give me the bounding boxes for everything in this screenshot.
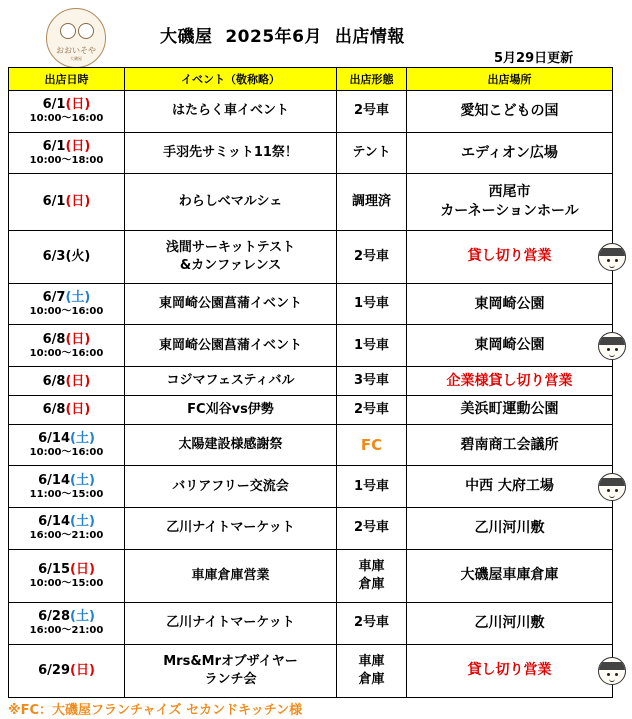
event-name: バリアフリー交流会 bbox=[172, 478, 289, 494]
location-name: 美浜町運動公園 bbox=[460, 401, 559, 418]
event-name: 乙川ナイトマーケット bbox=[166, 520, 295, 536]
event-name: 太陽建設様感謝祭 bbox=[178, 437, 283, 452]
location-name: 貸し切り営業 bbox=[467, 248, 552, 265]
time-range: 10:00～15:00 bbox=[29, 577, 104, 589]
event-name: 浅間サーキットテスト bbox=[165, 239, 296, 255]
date-value: 6/14 bbox=[38, 431, 70, 446]
format-label: 2号車 bbox=[353, 248, 390, 264]
event-name: 手羽先サミット11祭！ bbox=[163, 145, 298, 161]
date-cell bbox=[9, 91, 125, 133]
day-of-week: (土) bbox=[70, 609, 95, 625]
event-cell bbox=[125, 174, 337, 230]
location-cell bbox=[407, 395, 613, 424]
event-cell bbox=[125, 230, 337, 283]
event-name: Mrs&Mrオブザイヤー bbox=[163, 653, 298, 669]
location-cell bbox=[407, 230, 613, 283]
date-main bbox=[9, 194, 124, 209]
header-format: 出店形態 bbox=[337, 68, 407, 91]
day-of-week: (火) bbox=[65, 249, 91, 265]
location-cell bbox=[407, 424, 613, 466]
location-name: 乙川河川敷 bbox=[474, 614, 545, 631]
date-value: 6/1 bbox=[42, 139, 66, 155]
location-cell bbox=[407, 466, 613, 508]
date-main bbox=[9, 249, 124, 264]
updated-date: 5月29日更新 bbox=[494, 51, 574, 66]
event-name: わらしべマルシェ bbox=[178, 193, 283, 209]
format-cell bbox=[337, 132, 407, 174]
date-main bbox=[9, 431, 124, 446]
format-label: 1号車 bbox=[353, 337, 390, 353]
format-label: FC bbox=[360, 436, 383, 454]
mascot-icon bbox=[598, 657, 626, 685]
table-row bbox=[9, 325, 613, 367]
event-name: ランチ会 bbox=[204, 671, 257, 687]
location-cell bbox=[407, 644, 613, 697]
footnote: ※FC：大磯屋フランチャイズ セカンドキッチン様 bbox=[8, 703, 303, 718]
header-location: 出店場所 bbox=[407, 68, 613, 91]
page-title: 大磯屋 2025年6月 出店情報 bbox=[160, 27, 405, 47]
format-label: 2号車 bbox=[353, 401, 390, 417]
date-value: 6/8 bbox=[42, 331, 66, 347]
logo-word: おおいそや bbox=[56, 46, 96, 55]
event-cell bbox=[125, 466, 337, 508]
date-cell bbox=[9, 602, 125, 644]
date-cell bbox=[9, 132, 125, 174]
format-label: 車庫 bbox=[358, 558, 385, 574]
date-value: 6/3 bbox=[42, 249, 66, 265]
event-cell bbox=[125, 91, 337, 133]
day-of-week: (日) bbox=[65, 97, 91, 113]
time-range: 10:00～18:00 bbox=[29, 155, 104, 167]
event-cell bbox=[125, 508, 337, 550]
day-of-week: (日) bbox=[65, 331, 91, 347]
date-value: 6/15 bbox=[38, 561, 70, 577]
date-main bbox=[9, 374, 124, 389]
format-cell bbox=[337, 602, 407, 644]
format-cell bbox=[337, 367, 407, 396]
format-label: テント bbox=[352, 145, 391, 161]
format-label: 2号車 bbox=[353, 615, 390, 631]
event-name: はたらく車イベント bbox=[171, 103, 289, 119]
date-value: 6/29 bbox=[38, 663, 70, 679]
format-cell bbox=[337, 644, 407, 697]
mascot-icon bbox=[598, 332, 626, 360]
location-name: カーネーションホール bbox=[440, 202, 579, 219]
day-of-week: (日) bbox=[65, 402, 91, 418]
format-label: 倉庫 bbox=[358, 671, 385, 687]
time-range: 10:00～16:00 bbox=[29, 306, 104, 318]
day-of-week: (日) bbox=[70, 663, 95, 679]
table-row bbox=[9, 644, 613, 697]
event-cell bbox=[125, 283, 337, 325]
header-event: イベント（敬称略） bbox=[125, 68, 337, 91]
date-cell bbox=[9, 283, 125, 325]
format-label: 倉庫 bbox=[358, 576, 385, 592]
logo-face-right-icon bbox=[78, 23, 94, 39]
time-range: 16:00～21:00 bbox=[29, 530, 104, 542]
format-cell bbox=[337, 174, 407, 230]
date-value: 6/7 bbox=[42, 290, 66, 306]
date-value: 6/14 bbox=[38, 472, 70, 488]
day-of-week: (土) bbox=[70, 431, 95, 446]
date-value: 6/1 bbox=[42, 194, 66, 210]
format-cell bbox=[337, 549, 407, 602]
time-range: 11:00～15:00 bbox=[29, 488, 104, 500]
event-cell bbox=[125, 132, 337, 174]
date-cell bbox=[9, 325, 125, 367]
event-cell bbox=[125, 325, 337, 367]
table-row bbox=[9, 91, 613, 133]
location-cell bbox=[407, 325, 613, 367]
location-cell bbox=[407, 132, 613, 174]
location-cell bbox=[407, 91, 613, 133]
day-of-week: (土) bbox=[70, 472, 95, 488]
event-name: FC刈谷vs伊勢 bbox=[187, 401, 274, 417]
location-name: 西尾市 bbox=[488, 183, 531, 200]
table-row bbox=[9, 395, 613, 424]
date-cell bbox=[9, 174, 125, 230]
format-cell bbox=[337, 91, 407, 133]
date-value: 6/1 bbox=[42, 97, 66, 113]
brand-logo bbox=[46, 8, 106, 68]
date-main bbox=[9, 562, 124, 577]
table-row bbox=[9, 602, 613, 644]
mascot-icon bbox=[598, 473, 626, 501]
event-name: &カンファレンス bbox=[179, 257, 282, 273]
format-label: 2号車 bbox=[353, 103, 390, 119]
time-range: 10:00～16:00 bbox=[29, 347, 104, 359]
event-cell bbox=[125, 424, 337, 466]
logo-tagline: 大磯屋 bbox=[70, 56, 82, 61]
location-name: 東岡崎公園 bbox=[474, 337, 545, 354]
time-range: 10:00～16:00 bbox=[29, 447, 104, 458]
date-cell bbox=[9, 230, 125, 283]
day-of-week: (日) bbox=[65, 194, 91, 210]
location-cell bbox=[407, 602, 613, 644]
logo-face-left-icon bbox=[60, 23, 76, 39]
location-cell bbox=[407, 283, 613, 325]
location-name: 大磯屋車庫倉庫 bbox=[460, 567, 559, 584]
date-value: 6/8 bbox=[42, 402, 66, 418]
date-value: 6/8 bbox=[42, 373, 66, 389]
schedule-table bbox=[8, 67, 613, 698]
format-label: 1号車 bbox=[353, 296, 390, 312]
date-main bbox=[9, 514, 124, 529]
table-row bbox=[9, 174, 613, 230]
date-value: 6/28 bbox=[38, 609, 70, 625]
date-main bbox=[9, 402, 124, 417]
date-cell bbox=[9, 644, 125, 697]
location-name: 愛知こどもの国 bbox=[460, 102, 559, 119]
format-cell bbox=[337, 424, 407, 466]
location-name: 企業様貸し切り営業 bbox=[446, 372, 573, 389]
format-label: 3号車 bbox=[353, 373, 390, 388]
event-name: 乙川ナイトマーケット bbox=[166, 615, 295, 631]
location-cell bbox=[407, 549, 613, 602]
location-cell bbox=[407, 508, 613, 550]
format-label: 2号車 bbox=[353, 520, 390, 536]
time-range: 16:00～21:00 bbox=[29, 625, 104, 637]
day-of-week: (日) bbox=[70, 561, 95, 577]
table-row bbox=[9, 132, 613, 174]
location-name: エディオン広場 bbox=[461, 144, 558, 161]
event-cell bbox=[125, 644, 337, 697]
event-name: 車庫倉庫営業 bbox=[191, 567, 270, 583]
table-row bbox=[9, 466, 613, 508]
date-main bbox=[9, 473, 124, 488]
format-cell bbox=[337, 508, 407, 550]
date-main bbox=[9, 663, 124, 678]
format-cell bbox=[337, 395, 407, 424]
location-name: 東岡崎公園 bbox=[474, 295, 545, 312]
header-date: 出店日時 bbox=[9, 68, 125, 91]
date-cell bbox=[9, 549, 125, 602]
day-of-week: (土) bbox=[70, 514, 95, 530]
date-cell bbox=[9, 508, 125, 550]
date-main bbox=[9, 609, 124, 624]
table-row bbox=[9, 508, 613, 550]
day-of-week: (日) bbox=[65, 373, 91, 389]
mascot-icon bbox=[598, 243, 626, 271]
table-row bbox=[9, 367, 613, 396]
date-value: 6/14 bbox=[38, 514, 70, 530]
table-row bbox=[9, 230, 613, 283]
day-of-week: (土) bbox=[65, 290, 91, 306]
table-header-row bbox=[9, 68, 613, 91]
format-cell bbox=[337, 230, 407, 283]
date-main bbox=[9, 139, 124, 154]
location-name: 中西 大府工場 bbox=[465, 478, 554, 495]
event-cell bbox=[125, 602, 337, 644]
table-row bbox=[9, 549, 613, 602]
date-main bbox=[9, 97, 124, 112]
time-range: 10:00～16:00 bbox=[29, 113, 104, 125]
table-row bbox=[9, 424, 613, 466]
location-name: 乙川河川敷 bbox=[474, 519, 545, 536]
format-label: 1号車 bbox=[353, 478, 390, 494]
format-label: 調理済 bbox=[351, 193, 391, 209]
location-name: 貸し切り営業 bbox=[467, 662, 552, 679]
day-of-week: (日) bbox=[65, 139, 91, 155]
event-cell bbox=[125, 549, 337, 602]
format-label: 車庫 bbox=[358, 653, 385, 669]
date-cell bbox=[9, 367, 125, 396]
format-cell bbox=[337, 466, 407, 508]
date-cell bbox=[9, 466, 125, 508]
event-cell bbox=[125, 395, 337, 424]
date-main bbox=[9, 290, 124, 305]
table-row bbox=[9, 283, 613, 325]
event-name: 東岡崎公園菖蒲イベント bbox=[158, 337, 302, 353]
date-main bbox=[9, 332, 124, 347]
location-cell bbox=[407, 174, 613, 230]
event-name: コジマフェスティバル bbox=[166, 373, 295, 388]
date-cell bbox=[9, 395, 125, 424]
location-name: 碧南商工会議所 bbox=[460, 436, 559, 453]
format-cell bbox=[337, 283, 407, 325]
format-cell bbox=[337, 325, 407, 367]
location-cell bbox=[407, 367, 613, 396]
event-cell bbox=[125, 367, 337, 396]
date-cell bbox=[9, 424, 125, 466]
event-name: 東岡崎公園菖蒲イベント bbox=[158, 296, 302, 312]
